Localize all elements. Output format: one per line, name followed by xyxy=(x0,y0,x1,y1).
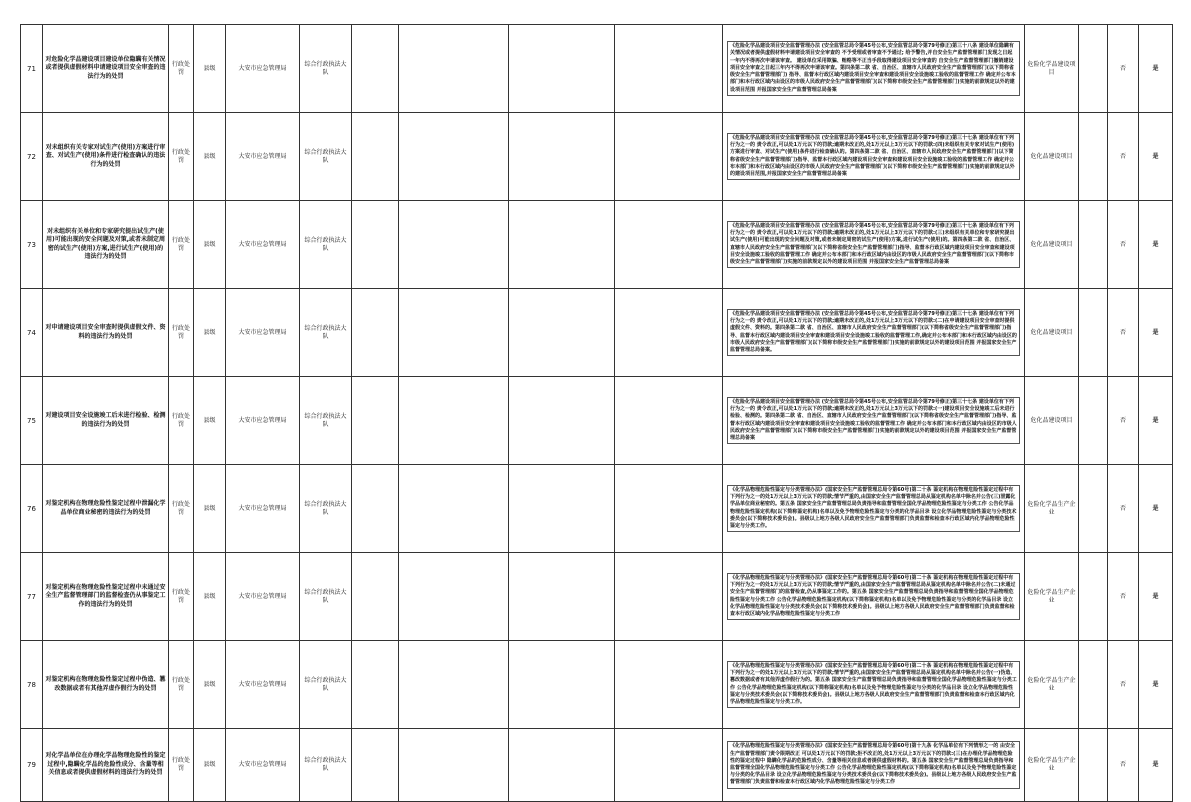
penalty-table-sheet xyxy=(20,24,1172,802)
empty-cell xyxy=(509,641,615,729)
item-department: 大安市应急管理局 xyxy=(226,377,300,465)
item-level: 县级 xyxy=(194,25,226,113)
table-row xyxy=(21,113,1173,201)
item-enforcement-unit: 综合行政执法大队 xyxy=(300,113,352,201)
item-name: 对未组织有关专家对试生产(使用)方案进行审查、对试生产(使用)条件进行检查确认的违法行为的处罚 xyxy=(43,113,169,201)
table-row xyxy=(21,553,1173,641)
item-enforcement-unit: 综合行政执法大队 xyxy=(300,25,352,113)
empty-cell xyxy=(399,641,509,729)
item-enforcement-unit: 综合行政执法大队 xyxy=(300,377,352,465)
empty-cell xyxy=(352,113,399,201)
item-scope: 危险化学品生产企业 xyxy=(1025,465,1079,553)
item-enforcement-unit: 综合行政执法大队 xyxy=(300,729,352,802)
table-row xyxy=(21,201,1173,289)
empty-cell xyxy=(1079,25,1108,113)
empty-cell xyxy=(352,201,399,289)
empty-cell xyxy=(1079,289,1108,377)
penalty-table xyxy=(20,24,1173,802)
item-level: 县级 xyxy=(194,641,226,729)
item-name: 对未组织有关单位和专家研究提出试生产(使用)可能出现的安全问题及对策,或者未制定周密的试生产(使用)方案,进行试生产(使用)的违法行为的处罚 xyxy=(43,201,169,289)
item-name: 对化学品单位在办理化学品物理危险性的鉴定过程中,隐瞒化学品的危险性成分、含量等相关信息或者提供虚假材料的违法行为的处罚 xyxy=(43,729,169,802)
item-department: 大安市应急管理局 xyxy=(226,729,300,802)
item-department: 大安市应急管理局 xyxy=(226,553,300,641)
empty-cell xyxy=(1079,729,1108,802)
legal-basis xyxy=(723,553,1025,641)
empty-cell xyxy=(1079,377,1108,465)
table-row xyxy=(21,641,1173,729)
item-level: 县级 xyxy=(194,465,226,553)
item-name: 对申请建设项目安全审查时提供虚假文件、资料的违法行为的处罚 xyxy=(43,289,169,377)
empty-cell xyxy=(1079,201,1108,289)
empty-cell xyxy=(399,113,509,201)
item-name: 对鉴定机构在物理危险性鉴定过程中泄漏化学品单位商业秘密的违法行为的处罚 xyxy=(43,465,169,553)
empty-cell xyxy=(615,289,723,377)
empty-cell xyxy=(399,377,509,465)
legal-basis xyxy=(723,113,1025,201)
item-scope: 危险化学品生产企业 xyxy=(1025,553,1079,641)
item-scope: 危险化学品生产企业 xyxy=(1025,641,1079,729)
empty-cell xyxy=(615,377,723,465)
item-flag-no: 否 xyxy=(1108,553,1139,641)
empty-cell xyxy=(1079,641,1108,729)
empty-cell xyxy=(615,641,723,729)
table-row xyxy=(21,465,1173,553)
empty-cell xyxy=(399,289,509,377)
item-department: 大安市应急管理局 xyxy=(226,289,300,377)
item-flag-yes: 是 xyxy=(1139,465,1173,553)
item-type: 行政处罚 xyxy=(169,289,194,377)
item-type: 行政处罚 xyxy=(169,377,194,465)
item-level: 县级 xyxy=(194,729,226,802)
item-enforcement-unit: 综合行政执法大队 xyxy=(300,641,352,729)
legal-basis-text: 《化学品物理危险性鉴定与分类管理办法》(国家安全生产监督管理总局令第60号)第二十条 鉴定机构在物理危险性鉴定过程中有下列行为之一的处1万元以上3万元以下的罚款;情节严重的,由国家安全生产监督管理总局从鉴定机构名单中除名并公告(二)未通过安全生产监督管理部门的监督检查,仍从事鉴定工作的。第五条 国家安全生产监督管理总局负责指导和监督管理全国化学品物理危险性鉴定与分类工作 公告化学品物理危险性鉴定机构(以下简称鉴定机构)名单以及免予物理危险性鉴定与分类的化学品目录 设立化学品物理危险性鉴定与分类技术委员会(以下简称技术委员会)。县级以上地方各级人民政府安全生产监督管理部门负责监督和检查本行政区域内化学品物理危险性鉴定与分类工作 xyxy=(727,573,1020,620)
item-scope: 危化品建设项目 xyxy=(1025,113,1079,201)
legal-basis-text: 《化学品物理危险性鉴定与分类管理办法》(国家安全生产监督管理总局令第60号)第二十条 鉴定机构在物理危险性鉴定过程中有下列行为之一的处1万元以上3万元以下的罚款;情节严重的,由国家安全生产监督管理总局从鉴定机构名单中除名并公告(三)泄露化学品单位商业秘密的。第五条 国家安全生产监督管理总局负责指导和监督管理全国化学品物理危险性鉴定与分类工作 公告化学品物理危险性鉴定机构(以下简称鉴定机构)名单以及免予物理危险性鉴定与分类的化学品目录 设立化学品物理危险性鉴定与分类技术委员会(以下简称技术委员会)。县级以上地方各级人民政府安全生产监督管理部门负责监督和检查本行政区域内化学品物理危险性鉴定与分类工作。 xyxy=(727,485,1020,532)
item-department: 大安市应急管理局 xyxy=(226,201,300,289)
item-level: 县级 xyxy=(194,201,226,289)
item-flag-yes: 是 xyxy=(1139,113,1173,201)
item-flag-no: 否 xyxy=(1108,377,1139,465)
empty-cell xyxy=(399,553,509,641)
item-flag-yes: 是 xyxy=(1139,553,1173,641)
item-level: 县级 xyxy=(194,289,226,377)
empty-cell xyxy=(352,25,399,113)
empty-cell xyxy=(615,465,723,553)
item-department: 大安市应急管理局 xyxy=(226,465,300,553)
empty-cell xyxy=(399,465,509,553)
empty-cell xyxy=(352,553,399,641)
table-row xyxy=(21,377,1173,465)
item-flag-no: 否 xyxy=(1108,201,1139,289)
item-flag-no: 否 xyxy=(1108,729,1139,802)
row-number: 74 xyxy=(21,289,43,377)
item-type: 行政处罚 xyxy=(169,465,194,553)
item-department: 大安市应急管理局 xyxy=(226,25,300,113)
empty-cell xyxy=(399,729,509,802)
empty-cell xyxy=(509,465,615,553)
empty-cell xyxy=(352,465,399,553)
table-row xyxy=(21,25,1173,113)
legal-basis xyxy=(723,201,1025,289)
legal-basis xyxy=(723,729,1025,802)
legal-basis-text: 《化学品物理危险性鉴定与分类管理办法》(国家安全生产监督管理总局令第60号)第二十条 鉴定机构在物理危险性鉴定过程中有下列行为之一的处1万元以上3万元以下的罚款;情节严重的,由国家安全生产监督管理总局从鉴定机构名单中除名并公告(一)伪造、篡改数据或者有其他弄虚作假行为的。第五条 国家安全生产监督管理总局负责指导和监督管理全国化学品物理危险性鉴定与分类工作 公告化学品物理危险性鉴定机构(以下简称鉴定机构)名单以及免予物理危险性鉴定与分类的化学品目录 设立化学品物理危险性鉴定与分类技术委员会(以下简称技术委员会)。县级以上地方各级人民政府安全生产监督管理部门负责监督和检查本行政区域内化学品物理危险性鉴定与分类工作。 xyxy=(727,661,1020,708)
row-number: 73 xyxy=(21,201,43,289)
legal-basis-text: 《危险化学品建设项目安全监督管理办法 (安全监管总局令第45号公布,安全监管总局令第79号修正)第三十八条 建设单位隐瞒有关情况或者提供虚假材料申请建设项目安全审查的 不予受理或者审查不予通过; 给予警告,并自安全生产监督管理部门发现之日起一年内不得再次申请该审查。 建设单位采用欺骗、贿赂等不正当手段取得建设项目安全审查的 自安全生产监督管理部门撤销建设项目安全审查之日起三年内不得再次申请该审查。第四条第二款 省、自治区、直辖市人民政府安全生产监督管理部门(以下简称省级安全生产监督管理部门) 指导、监督本行政区域内建设项目安全审查和建设项目安全设施竣工验收的监督管理工作 确定并公布本部门和本行政区域内由设区的市级人民政府安全生产监督管理部门(以下简称市级安全生产监督管理部门)实施的前款规定以外的建设项目范围 并报国家安全生产监督管理总局备案 xyxy=(727,41,1020,95)
legal-basis xyxy=(723,289,1025,377)
legal-basis xyxy=(723,25,1025,113)
item-enforcement-unit: 综合行政执法大队 xyxy=(300,201,352,289)
empty-cell xyxy=(1079,113,1108,201)
item-name: 对鉴定机构在物理危险性鉴定过程中未通过安全生产监督管理部门的监督检查仍从事鉴定工作的违法行为的处罚 xyxy=(43,553,169,641)
item-scope: 危险化学品建设项目 xyxy=(1025,25,1079,113)
empty-cell xyxy=(352,289,399,377)
row-number: 78 xyxy=(21,641,43,729)
table-row xyxy=(21,289,1173,377)
row-number: 79 xyxy=(21,729,43,802)
item-scope: 危化品建设项目 xyxy=(1025,289,1079,377)
item-scope: 危化品建设项目 xyxy=(1025,201,1079,289)
empty-cell xyxy=(509,729,615,802)
item-name: 对建设项目安全设施竣工后未进行检验、检测的违法行为的处罚 xyxy=(43,377,169,465)
item-level: 县级 xyxy=(194,377,226,465)
empty-cell xyxy=(615,25,723,113)
legal-basis xyxy=(723,641,1025,729)
legal-basis xyxy=(723,377,1025,465)
item-name: 对危险化学品建设项目建设单位隐瞒有关情况或者提供虚假材料申请建设项目安全审查的违法行为的处罚 xyxy=(43,25,169,113)
empty-cell xyxy=(1079,465,1108,553)
item-flag-no: 否 xyxy=(1108,113,1139,201)
row-number: 71 xyxy=(21,25,43,113)
item-scope: 危化品建设项目 xyxy=(1025,377,1079,465)
item-type: 行政处罚 xyxy=(169,729,194,802)
empty-cell xyxy=(352,641,399,729)
empty-cell xyxy=(615,113,723,201)
item-enforcement-unit: 综合行政执法大队 xyxy=(300,289,352,377)
legal-basis-text: 《危险化学品建设项目安全监督管理办法 (安全监管总局令第45号公布,安全监管总局令第79号修正)第三十七条 建设单位有下列行为之一的 责令改正,可以处1万元以下的罚款;逾期未改正的,处1万元以上3万元以下的罚款:(四)未组织有关专家对试生产(使用)方案进行审查、对试生产(使用)条件进行检查确认的。第四条第二款 省、自治区、直辖市人民政府安全生产监督管理部门(以下简称省级安全生产监督管理部门)指导、监督本行政区域内建设项目安全审查和建设项目安全设施竣工验收的监督管理工作 确定并公布本部门和本行政区域内由设区的市级人民政府安全生产监督管理部门(以下简称市级安全生产监督管理部门)实施的前款规定以外的建设项目范围,并报国家安全生产监督管理总局备案 xyxy=(727,133,1020,180)
item-type: 行政处罚 xyxy=(169,113,194,201)
empty-cell xyxy=(615,553,723,641)
item-department: 大安市应急管理局 xyxy=(226,641,300,729)
item-flag-yes: 是 xyxy=(1139,377,1173,465)
item-flag-no: 否 xyxy=(1108,25,1139,113)
legal-basis-text: 《危险化学品建设项目安全监督管理办法 (安全监管总局令第45号公布,安全监管总局令第79号修正)第三十七条 建设单位有下列行为之一的 责令改正,可以处1万元以下的罚款;逾期未改正的,处1万元以上3万元以下的罚款:(一)建设项目安全设施竣工后未进行检验、检测的。第四条第二款 省、自治区、直辖市人民政府安全生产监督管理部门(以下简称省级安全生产监督管理部门)指导、监督本行政区域内建设项目安全审查和建设项目安全设施竣工验收的监督管理工作 确定并公布本部门和本行政区域内由设区的市级人民政府安全生产监督管理部门(以下简称市级安全生产监督管理部门)实施的前款规定以外的建设项目范围 并报国家安全生产监督管理总局备案 xyxy=(727,397,1020,444)
empty-cell xyxy=(509,113,615,201)
legal-basis-text: 《危险化学品建设项目安全监督管理办法 (安全监管总局令第45号公布,安全监管总局令第79号修正)第三十七条 建设单位有下列行为之一的 责令改正,可以处1万元以下的罚款;逾期未改正的,处1万元以上3万元以下的罚款:(三)未组织有关单位和专家研究提出试生产(使用)可能出现的安全问题及对策,或者未制定周密的试生产(使用)方案,进行试生产(使用)的。第四条第二款 省、自治区、直辖市人民政府安全生产监督管理部门(以下简称省级安全生产监督管理部门)指导、监督本行政区域内建设项目安全审查和建设项目安全设施竣工验收的监督管理工作 确定并公布本部门和本行政区域内由设区的市级人民政府安全生产监督管理部门(以下简称市级安全生产监督管理部门)实施的前款规定以外的建设项目范围 并报国家安全生产监督管理总局备案 xyxy=(727,221,1020,268)
empty-cell xyxy=(509,553,615,641)
row-number: 75 xyxy=(21,377,43,465)
empty-cell xyxy=(615,201,723,289)
item-flag-yes: 是 xyxy=(1139,289,1173,377)
item-department: 大安市应急管理局 xyxy=(226,113,300,201)
empty-cell xyxy=(509,201,615,289)
item-scope: 危险化学品生产企业 xyxy=(1025,729,1079,802)
empty-cell xyxy=(509,377,615,465)
item-flag-yes: 是 xyxy=(1139,201,1173,289)
item-type: 行政处罚 xyxy=(169,25,194,113)
item-enforcement-unit: 综合行政执法大队 xyxy=(300,553,352,641)
item-name: 对鉴定机构在物理危险性鉴定过程中伪造、篡改数据或者有其他弄虚作假行为的处罚 xyxy=(43,641,169,729)
item-type: 行政处罚 xyxy=(169,201,194,289)
empty-cell xyxy=(352,729,399,802)
row-number: 77 xyxy=(21,553,43,641)
item-flag-no: 否 xyxy=(1108,289,1139,377)
row-number: 72 xyxy=(21,113,43,201)
item-level: 县级 xyxy=(194,113,226,201)
item-type: 行政处罚 xyxy=(169,553,194,641)
table-row xyxy=(21,729,1173,802)
item-flag-no: 否 xyxy=(1108,641,1139,729)
empty-cell xyxy=(509,25,615,113)
empty-cell xyxy=(1079,553,1108,641)
item-enforcement-unit: 综合行政执法大队 xyxy=(300,465,352,553)
empty-cell xyxy=(399,25,509,113)
legal-basis-text: 《危险化学品建设项目安全监督管理办法 (安全监管总局令第45号公布,安全监管总局令第79号修正)第三十七条 建设单位有下列行为之一的 责令改正,可以处1万元以下的罚款;逾期未改正的,处1万元以上3万元以下的罚款:(二)在申请建设项目安全审查时提供虚假文件、资料的。第四条第二款 省、自治区、直辖市人民政府安全生产监督管理部门(以下简称省级安全生产监督管理部门)指导、监督本行政区域内建设项目安全审查和建设项目安全设施竣工验收的监督管理工作,确定并公布本部门和本行政区域内由设区的市级人民政府安全生产监督管理部门(以下简称市级安全生产监督管理部门)实施的前款规定以外的建设项目范围 并报国家安全生产监督管理总局备案。 xyxy=(727,309,1020,356)
empty-cell xyxy=(509,289,615,377)
empty-cell xyxy=(399,201,509,289)
item-flag-no: 否 xyxy=(1108,465,1139,553)
legal-basis-text: 《化学品物理危险性鉴定与分类管理办法》(国家安全生产监督管理总局令第60号)第十九条 化学品单位有下列情形之一的 由安全生产监督管理部门责令限期改正 可以处1万元以下的罚款;拒不改正的,处1万元以上3万元以下的罚款:(三)在办理化学品物理危险性的鉴定过程中 隐瞒化学品的危险性成分、含量等相关信息或者提供虚假材料的。第五条 国家安全生产监督管理总局负责指导和监督管理全国化学品物理危险性鉴定与分类工作 公告化学品物理危险性鉴定机构(以下简称鉴定机构)名单以及免予物理危险性鉴定与分类的化学品目录 设立化学品物理危险性鉴定与分类技术委员会(以下简称技术委员会)。县级以上地方各级人民政府安全生产监督管理部门负责监督和检查本行政区域内化学品物理危险性鉴定与分类工作 xyxy=(727,741,1020,788)
row-number: 76 xyxy=(21,465,43,553)
item-level: 县级 xyxy=(194,553,226,641)
legal-basis xyxy=(723,465,1025,553)
item-type: 行政处罚 xyxy=(169,641,194,729)
item-flag-yes: 是 xyxy=(1139,729,1173,802)
table-body xyxy=(21,25,1173,802)
empty-cell xyxy=(352,377,399,465)
empty-cell xyxy=(615,729,723,802)
item-flag-yes: 是 xyxy=(1139,641,1173,729)
item-flag-yes: 是 xyxy=(1139,25,1173,113)
